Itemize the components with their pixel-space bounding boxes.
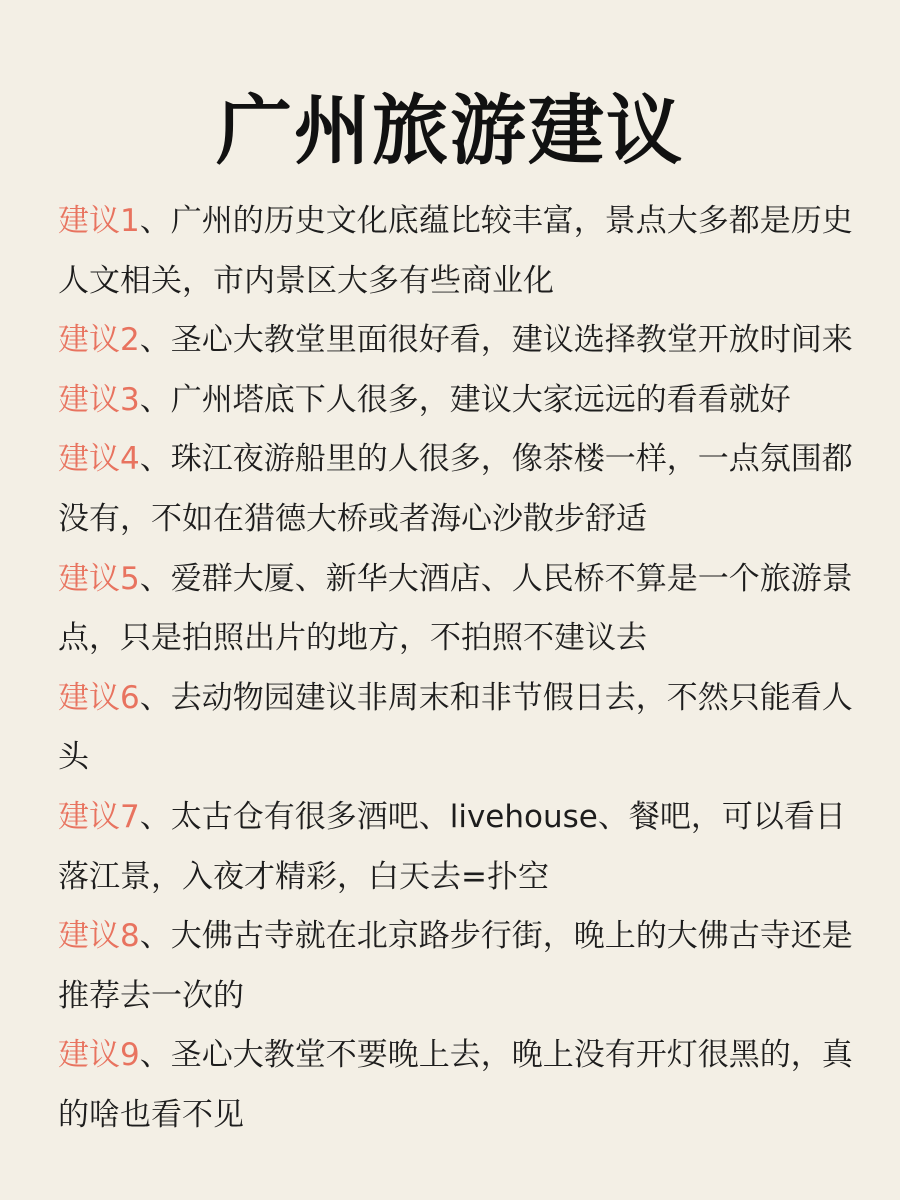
tip-item-4 (58, 430, 888, 549)
tip-text: 推荐去一次的 (58, 977, 244, 1014)
tip-text: 人文相关，市内景区大多有些商业化 (58, 262, 554, 299)
tip-label: 建议1 (58, 203, 140, 239)
tip-label: 建议5 (58, 560, 140, 597)
tip-label: 建议8 (58, 918, 140, 955)
tip-text: 的啥也看不见 (58, 1096, 244, 1133)
tip-item-5 (58, 550, 888, 669)
tip-text: 落江景，入夜才精彩，白天去=扑空 (58, 858, 549, 895)
tip-text: 、广州的历史文化底蕴比较丰富，景点大多都是历史 (139, 203, 853, 239)
tip-text: 、大佛古寺就在北京路步行街，晚上的大佛古寺还是 (139, 918, 853, 955)
page-title: 广州旅游建议 (216, 85, 684, 175)
tip-text: 点，只是拍照出片的地方，不拍照不建议去 (58, 620, 647, 657)
tip-text: 、去动物园建议非周末和非节假日去，不然只能看人 (139, 679, 853, 716)
tip-text: 、圣心大教堂里面很好看，建议选择教堂开放时间来 (139, 322, 853, 359)
tip-text: 、圣心大教堂不要晚上去，晚上没有开灯很黑的，真 (139, 1037, 853, 1074)
tip-item-8 (58, 907, 888, 1026)
tip-text: 、爱群大厦、新华大酒店、人民桥不算是一个旅游景 (139, 560, 853, 597)
tip-text: 没有，不如在猎德大桥或者海心沙散步舒适 (58, 500, 647, 537)
tip-label: 建议4 (58, 441, 140, 478)
tip-text: 头 (58, 739, 89, 776)
tip-text: 、珠江夜游船里的人很多，像茶楼一样，一点氛围都 (139, 441, 853, 478)
tip-label: 建议6 (58, 679, 140, 716)
tip-label: 建议9 (58, 1037, 140, 1074)
tip-label: 建议2 (58, 322, 140, 359)
tip-text: 、广州塔底下人很多，建议大家远远的看看就好 (139, 381, 791, 418)
tip-item-2 (58, 311, 888, 371)
tips-list (58, 192, 888, 1146)
tip-label: 建议7 (58, 798, 140, 835)
tip-text: 、太古仓有很多酒吧、livehouse、餐吧，可以看日 (139, 798, 846, 835)
tip-label: 建议3 (58, 381, 140, 418)
tip-item-6 (58, 669, 888, 788)
tip-item-1 (58, 192, 888, 311)
tip-item-9 (58, 1026, 888, 1145)
tip-item-3 (58, 371, 888, 431)
tip-item-7 (58, 788, 888, 907)
